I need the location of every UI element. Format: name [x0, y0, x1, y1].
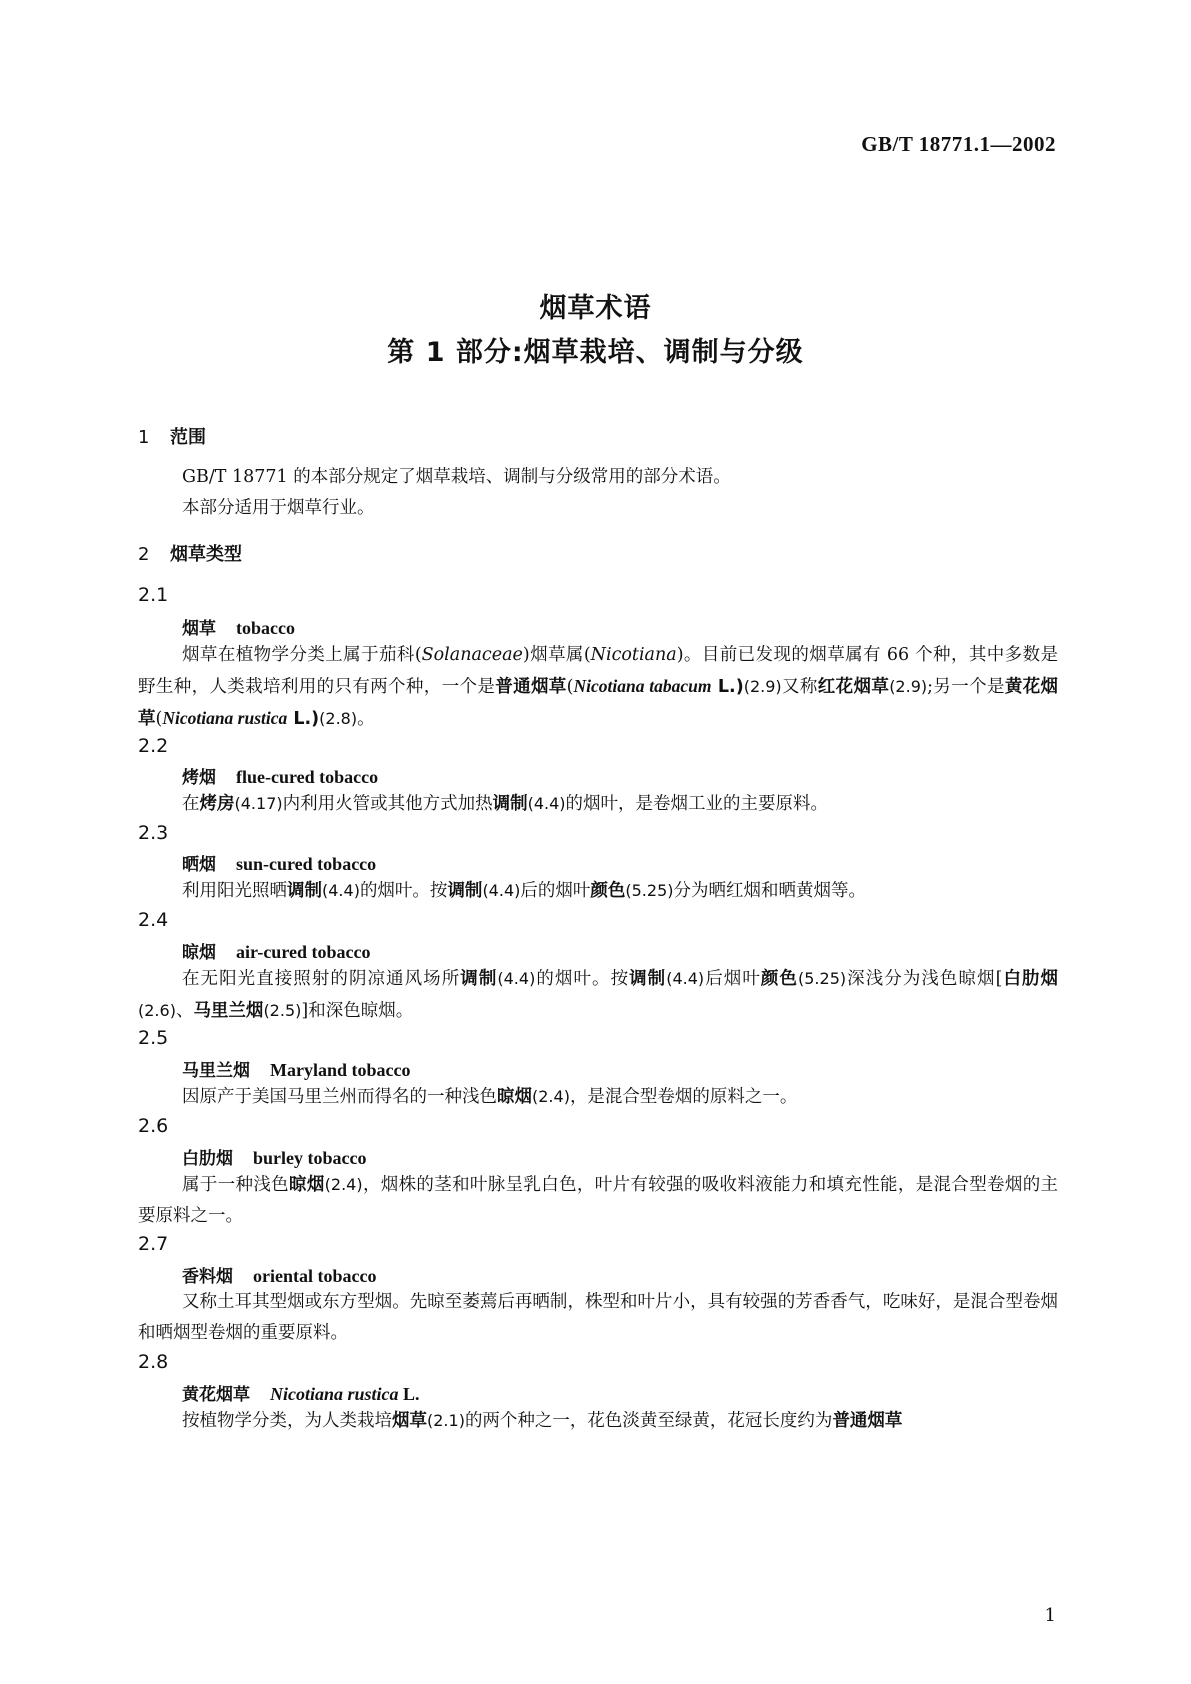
cross-ref-number: (4.4) — [482, 881, 521, 900]
text-run: 按植物学分类，为人类栽培 — [182, 1411, 392, 1431]
cross-ref-number: (5.25) — [798, 969, 847, 988]
term-heading — [182, 763, 378, 788]
document-title: 烟草术语 — [539, 293, 652, 324]
cross-ref-term: 调制 — [460, 969, 498, 989]
entry-number: 2.3 — [138, 822, 169, 844]
definition-paragraph — [138, 963, 1058, 1027]
cross-ref-number: (2.6) — [138, 1001, 176, 1020]
cross-ref-term: 烟草 — [392, 1411, 427, 1431]
entry-number: 2.4 — [138, 909, 169, 931]
cross-ref-number: (4.4) — [527, 794, 566, 813]
text-run: ( — [155, 709, 163, 729]
cross-ref-term: 红花烟草 — [817, 677, 890, 697]
text-run: 内利用火管或其他方式加热 — [282, 794, 493, 814]
section-heading-scope — [138, 423, 206, 449]
cross-ref-number: (2.9) — [889, 677, 928, 696]
cross-ref-term: 调制 — [492, 794, 528, 814]
cross-ref-term: 烤房 — [199, 794, 235, 814]
cross-ref-number: (2.4) — [532, 1087, 570, 1106]
cross-ref-term: 颜色 — [590, 881, 626, 901]
term-heading — [182, 938, 370, 963]
definition-paragraph — [138, 1081, 1058, 1113]
cross-ref-number: (4.4) — [497, 969, 536, 988]
cross-ref-term: 调制 — [629, 969, 667, 989]
text-run: 属于一种浅色 — [182, 1175, 289, 1195]
cross-ref-number: (4.17) — [234, 794, 283, 813]
definition-paragraph — [138, 1405, 1058, 1437]
term-en: tobacco — [236, 618, 295, 638]
text-run: 分为晒红烟和晒黄烟等。 — [673, 881, 866, 901]
text-run: )烟草属( — [522, 645, 591, 665]
term-zh: 烤烟 — [182, 768, 216, 788]
cross-ref-term: 马里兰烟 — [193, 1001, 264, 1021]
term-heading — [182, 614, 295, 639]
term-heading — [182, 1380, 420, 1405]
text-run: L.) — [711, 677, 744, 697]
term-en: sun-cured tobacco — [236, 854, 377, 874]
text-run: )。目前已发现的烟草属有 66 个种，其中多数是野生种，人类栽培利用的只有两个种，一个是 — [138, 645, 1058, 697]
entry-number: 2.7 — [138, 1233, 169, 1255]
scope-paragraph-2: 本部分适用于烟草行业。 — [182, 498, 375, 518]
text-run: 因原产于美国马里兰州而得名的一种浅色 — [182, 1087, 497, 1107]
term-en: oriental tobacco — [253, 1266, 377, 1286]
term-zh: 黄花烟草 — [182, 1385, 250, 1405]
text-run: 的烟叶，是卷烟工业的主要原料。 — [565, 794, 829, 814]
cross-ref-number: (2.8) — [319, 709, 358, 728]
cross-ref-number: (2.9) — [743, 677, 782, 696]
text-run: 、 — [175, 1001, 194, 1021]
cross-ref-number: (2.4) — [324, 1175, 363, 1194]
term-heading — [182, 1056, 410, 1081]
definition-paragraph — [138, 1169, 1058, 1232]
definition-paragraph — [138, 788, 1058, 820]
term-zh: 白肋烟 — [182, 1149, 233, 1169]
document-subtitle: 第 1 部分:烟草栽培、调制与分级 — [387, 337, 804, 368]
text-run: 后烟叶 — [704, 969, 761, 989]
definition-paragraph — [138, 640, 1058, 735]
cross-ref-number: (2.5) — [263, 1001, 302, 1020]
text-run: 又称 — [781, 677, 818, 697]
section-heading-types — [138, 540, 242, 566]
cross-ref-term: 晾烟 — [289, 1175, 325, 1195]
text-run: 利用阳光照晒 — [182, 881, 287, 901]
term-zh: 烟草 — [182, 619, 216, 639]
entry-number: 2.1 — [138, 584, 169, 606]
page-number: 1 — [1044, 1605, 1056, 1626]
term-zh: 晾烟 — [182, 943, 216, 963]
entry-number: 2.5 — [138, 1027, 169, 1049]
text-run: Solanaceae — [421, 645, 523, 665]
cross-ref-term: 普通烟草 — [495, 677, 567, 697]
term-en: Nicotiana rustica — [270, 1384, 399, 1404]
term-en: burley tobacco — [253, 1148, 367, 1168]
term-heading — [182, 1262, 376, 1287]
cross-ref-number: (4.4) — [666, 969, 705, 988]
scope-paragraph-1: GB/T 18771 的本部分规定了烟草栽培、调制与分级常用的部分术语。 — [182, 467, 731, 487]
entry-number: 2.6 — [138, 1115, 169, 1137]
text-run: 在无阳光直接照射的阴凉通风场所 — [182, 969, 461, 989]
cross-ref-term: 白肋烟 — [1002, 969, 1059, 989]
text-run: 。 — [357, 709, 375, 729]
term-en-suffix: L. — [398, 1384, 420, 1404]
section-title: 烟草类型 — [170, 544, 242, 565]
cross-ref-term: 晾烟 — [497, 1087, 532, 1107]
definition-paragraph — [138, 875, 1058, 907]
standard-code: GB/T 18771.1—2002 — [861, 132, 1056, 156]
text-run: 在 — [182, 794, 200, 814]
definition-paragraph: 又称土耳其型烟或东方型烟。先晾至萎蔫后再晒制，株型和叶片小，具有较强的芳香香气，吃味好，是混合型卷烟和晒烟型卷烟的重要原料。 — [138, 1292, 1058, 1343]
cross-ref-term: 调制 — [287, 881, 322, 901]
cross-ref-term: 颜色 — [760, 969, 798, 989]
text-run: 烟草在植物学分类上属于茄科( — [182, 645, 422, 665]
term-en: flue-cured tobacco — [236, 767, 379, 787]
term-zh: 晒烟 — [182, 855, 216, 875]
term-zh: 马里兰烟 — [182, 1061, 250, 1081]
text-run: 的烟叶。按 — [359, 881, 448, 901]
text-run: ;另一个是 — [927, 677, 1005, 697]
text-run: 深浅分为浅色晾烟[ — [846, 969, 1003, 989]
cross-ref-number: (2.1) — [427, 1411, 465, 1430]
section-title: 范围 — [170, 427, 206, 448]
text-run: L.) — [287, 709, 320, 729]
cross-ref-term: 黄花烟草 — [138, 677, 1059, 729]
term-zh: 香料烟 — [182, 1267, 233, 1287]
cross-ref-term: 普通烟草 — [832, 1411, 903, 1431]
text-run: ，烟株的茎和叶脉呈乳白色，叶片有较强的吸收料液能力和填充性能，是混合型卷烟的主要原料之一。 — [138, 1175, 1059, 1226]
text-run: 的烟叶。按 — [535, 969, 630, 989]
text-run: Nicotiana tabacum — [573, 676, 712, 696]
cross-ref-number: (5.25) — [625, 881, 674, 900]
cross-ref-number: (4.4) — [322, 881, 360, 900]
entry-number: 2.2 — [138, 735, 169, 757]
term-heading — [182, 1144, 366, 1169]
entry-number: 2.8 — [138, 1351, 169, 1373]
term-heading — [182, 850, 376, 875]
text-run: ，是混合型卷烟的原料之一。 — [569, 1087, 798, 1107]
term-en: Maryland tobacco — [270, 1060, 411, 1080]
text-run: 的两个种之一，花色淡黄至绿黄，花冠长度约为 — [464, 1411, 833, 1431]
text-run: ]和深色晾烟。 — [301, 1001, 414, 1021]
text-run: Nicotiana rustica — [162, 708, 288, 728]
text-run: Nicotiana — [590, 645, 677, 665]
text-run: ( — [566, 677, 574, 697]
cross-ref-term: 调制 — [447, 881, 483, 901]
section-number: 2 — [138, 544, 150, 565]
text-run: 后的烟叶 — [520, 881, 591, 901]
section-number: 1 — [138, 427, 150, 448]
term-en: air-cured tobacco — [236, 942, 371, 962]
